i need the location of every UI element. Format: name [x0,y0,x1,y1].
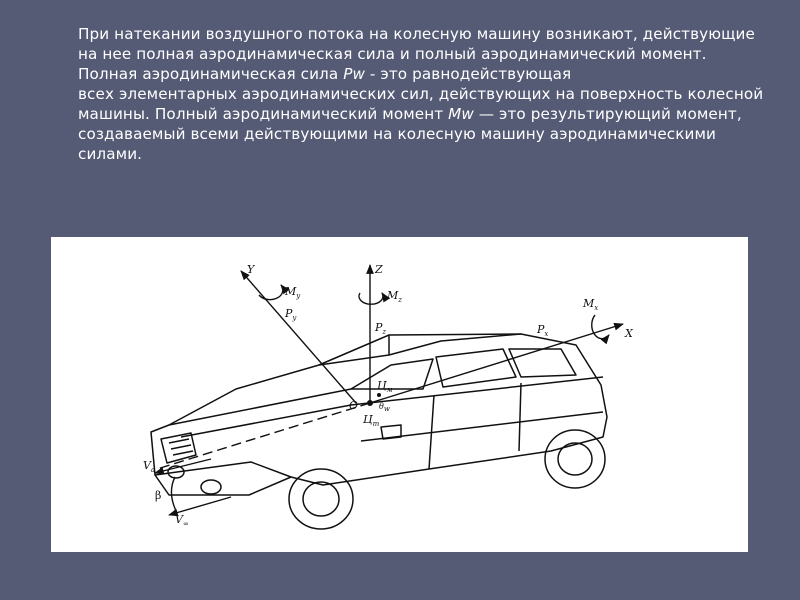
figure-labels [143,263,634,528]
front-wheel [289,469,353,529]
paragraph-2 [78,84,768,164]
center-mass-point [377,393,381,397]
label-velocity-a: $V_a$ [143,459,156,474]
label-moment-y: $M_y$ [285,285,301,300]
label-moment-x: $M_x$ [583,297,599,312]
paragraph-2-text: всех элементарных аэродинамических сил, действующих на поверхность колесной машины. Полный аэродинамический момент [78,85,764,123]
label-center-m: $Ц_м$ [377,379,393,394]
label-center-t: $Ц_т$ [363,413,380,428]
label-origin: O [349,399,359,412]
paragraph-1-text: При натекании воздушного потока на колесную машину возникают, действующие на нее полная аэродинамическая сила и полный аэродинамический момент. Полная аэродинамическая сила [78,25,755,83]
car-aerodynamics-figure [51,237,748,552]
moment-x-arc [592,315,609,339]
symbol-mw: Mw [448,105,474,123]
label-axis-x: X [625,327,633,340]
label-force-x: $P_x$ [537,323,549,338]
label-force-y: $P_y$ [285,307,297,322]
label-axis-y: Y [247,263,255,276]
label-angle-beta: β [155,489,162,502]
car-body-outline [151,334,607,495]
rear-wheel [545,430,605,488]
paragraph-2-tail: — это результирующий момент, создаваемый всеми действующими на колесную машину аэродинамическими силами. [78,105,742,163]
paragraph-1-tail: - это равнодействующая [364,65,572,83]
car-wheels [289,430,605,529]
label-velocity-inf: $V_\infty$ [175,513,189,528]
figure-drawing [51,237,748,552]
moment-y-arc [259,285,283,300]
label-axis-z: Z [375,263,383,276]
paragraph-1 [78,24,768,84]
moment-z-arc [359,293,383,304]
origin-point [367,400,373,406]
label-force-z: $P_z$ [375,321,387,336]
label-moment-z: $M_z$ [387,289,402,304]
label-angle-w: θw [379,402,390,413]
slide-text [78,24,768,164]
symbol-pw: Pw [343,65,365,83]
